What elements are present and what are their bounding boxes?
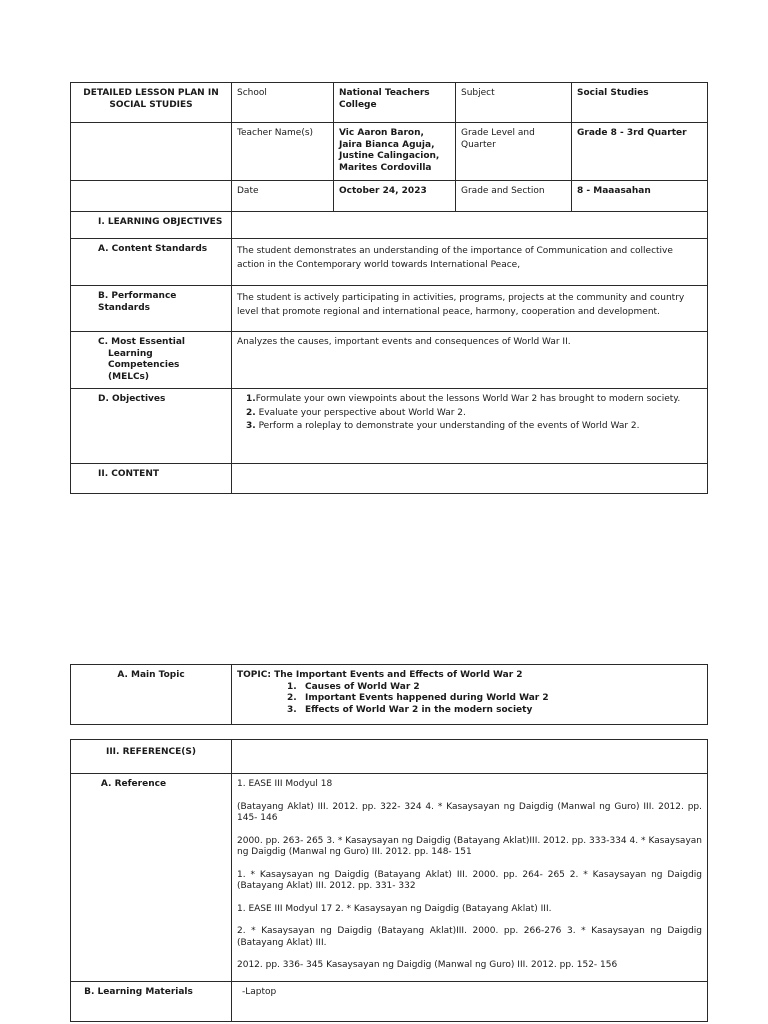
reference-list xyxy=(232,774,708,982)
grade-level-value: Grade 8 - 3rd Quarter xyxy=(572,123,708,181)
learning-objectives-heading: I. LEARNING OBJECTIVES xyxy=(71,212,232,239)
teacher-value: Vic Aaron Baron, Jaira Bianca Aguja, Justine Calingacion, Marites Cordovilla xyxy=(334,123,456,181)
subject-value: Social Studies xyxy=(572,83,708,123)
topic-item: 1. Causes of World War 2 xyxy=(287,681,420,692)
topic-item: 3. Effects of World War 2 in the modern society xyxy=(287,704,533,715)
references-table xyxy=(70,739,708,1022)
reference-paragraph: 1. EASE III Modyul 18 xyxy=(237,779,333,789)
reference-paragraph: 1. * Kasaysayan ng Daigdig (Batayang Aklat) III. 2000. pp. 264- 265 2. * Kasaysayan ng Daigdig (Batayang Aklat) III. 2012. pp. 331- 332 xyxy=(237,869,702,892)
school-label: School xyxy=(232,83,334,123)
school-value: National Teachers College xyxy=(334,83,456,123)
melc-label-line: C. Most Essential xyxy=(98,337,186,347)
document-title: DETAILED LESSON PLAN IN SOCIAL STUDIES xyxy=(71,83,232,123)
melc-label-line: Competencies xyxy=(108,360,180,371)
objectives-label: D. Objectives xyxy=(71,389,232,464)
blank-cell xyxy=(71,181,232,212)
section-label: Grade and Section xyxy=(456,181,572,212)
melc-text: Analyzes the causes, important events and consequences of World War II. xyxy=(232,332,708,389)
reference-paragraph: 2. * Kasaysayan ng Daigdig (Batayang Aklat)III. 2000. pp. 266-276 3. * Kasaysayan ng Daigdig (Batayang Aklat) III. xyxy=(237,926,702,948)
reference-paragraph: 2000. pp. 263- 265 3. * Kasaysayan ng Daigdig (Batayang Aklat)III. 2012. pp. 333-334 4. * Kasaysayan ng Daigdig (Manwal ng Guro) III. 2012. pp. 148- 151 xyxy=(237,835,702,858)
reference-label: A. Reference xyxy=(71,774,232,982)
learning-materials-text: -Laptop xyxy=(232,981,708,1021)
references-heading: III. REFERENCE(S) xyxy=(71,740,232,774)
grade-level-label: Grade Level and Quarter xyxy=(456,123,572,181)
main-topic-label: A. Main Topic xyxy=(71,665,232,725)
blank-cell xyxy=(232,740,708,774)
content-heading: II. CONTENT xyxy=(71,464,232,494)
date-value: October 24, 2023 xyxy=(334,181,456,212)
lesson-plan-header-table xyxy=(70,82,708,494)
learning-materials-label: B. Learning Materials xyxy=(71,981,232,1021)
content-standards-text: The student demonstrates an understanding of the importance of Communication and collective action in the Contemporary world towards International Peace, xyxy=(232,239,708,286)
objective-item: 1.Formulate your own viewpoints about the lessons World War 2 has brought to modern society. xyxy=(246,394,681,405)
performance-standards-text: The student is actively participating in activities, programs, projects at the community and country level that promote regional and international peace, harmony, cooperation and development. xyxy=(232,286,708,332)
reference-paragraph: 1. EASE III Modyul 17 2. * Kasaysayan ng Daigdig (Batayang Aklat) III. xyxy=(237,903,552,914)
objective-item: 3. Perform a roleplay to demonstrate your understanding of the events of World War 2. xyxy=(246,421,640,432)
date-label: Date xyxy=(232,181,334,212)
content-standards-label: A. Content Standards xyxy=(71,239,232,286)
section-value: 8 - Maaasahan xyxy=(572,181,708,212)
reference-paragraph: 2012. pp. 336- 345 Kasaysayan ng Daigdig (Manwal ng Guro) III. 2012. pp. 152- 156 xyxy=(237,960,618,971)
melc-label-line: (MELCs) xyxy=(108,371,150,382)
topic-title: TOPIC: The Important Events and Effects of World War 2 xyxy=(237,670,523,680)
main-topic-table xyxy=(70,664,708,725)
blank-cell xyxy=(232,212,708,239)
objectives-list xyxy=(232,389,708,464)
main-topic-cell xyxy=(232,665,708,725)
reference-paragraph: (Batayang Aklat) III. 2012. pp. 322- 324 4. * Kasaysayan ng Daigdig (Manwal ng Guro) III. 2012. pp. 145- 146 xyxy=(237,801,702,824)
teacher-label: Teacher Name(s) xyxy=(232,123,334,181)
blank-cell xyxy=(71,123,232,181)
objective-item: 2. Evaluate your perspective about World War 2. xyxy=(246,407,466,418)
topic-item: 2. Important Events happened during World War 2 xyxy=(287,693,549,704)
blank-cell xyxy=(232,464,708,494)
melc-label xyxy=(71,332,232,389)
performance-standards-label: B. Performance Standards xyxy=(71,286,232,332)
subject-label: Subject xyxy=(456,83,572,123)
topic-list xyxy=(237,682,702,717)
melc-label-line: Learning xyxy=(108,348,153,359)
